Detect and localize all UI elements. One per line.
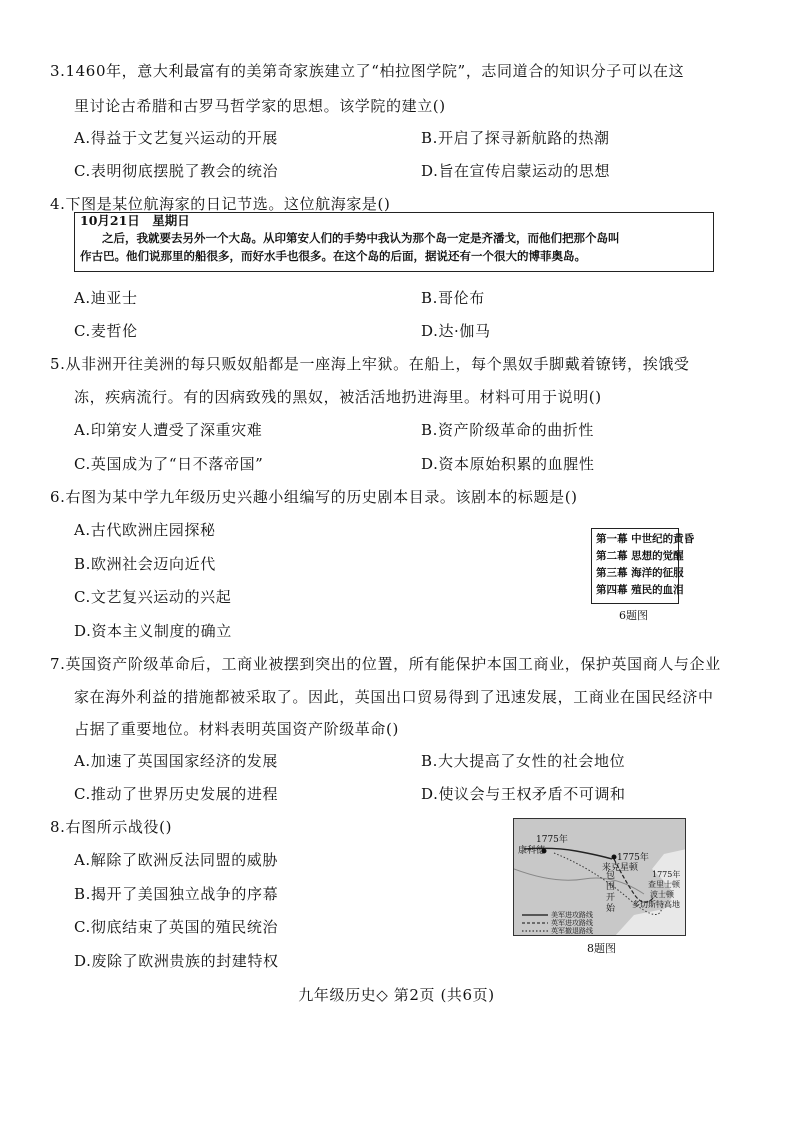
q6-option-c: C.文艺复兴运动的兴起	[74, 588, 232, 606]
q3-option-b: B.开启了探寻新航路的热潮	[421, 129, 610, 147]
map-label-boston: 波士顿	[650, 890, 674, 899]
q4-option-c: C.麦哲伦	[74, 322, 138, 340]
q4-option-a: A.迪亚士	[74, 289, 138, 307]
map-route-char-3: 开	[606, 893, 616, 903]
lexington-marker	[612, 855, 617, 860]
q5-option-a: A.印第安人遭受了深重灾难	[74, 421, 263, 439]
legend-british-attack: 英军进攻路线	[551, 919, 593, 927]
map-route-char-1: 包	[606, 871, 616, 881]
toc-act-1: 第一幕 中世纪的黄昏	[596, 533, 695, 545]
q3-option-c: C.表明彻底摆脱了教会的统治	[74, 162, 279, 180]
page-footer: 九年级历史◇ 第2页 (共6页)	[298, 986, 495, 1004]
q7-option-c: C.推动了世界历史发展的进程	[74, 785, 279, 803]
map-label-lexington: 来克星顿	[602, 863, 639, 873]
q8-option-c: C.彻底结束了英国的殖民统治	[74, 918, 279, 936]
q7-option-d: D.使议会与王权矛盾不可调和	[421, 785, 626, 803]
diary-excerpt-box	[74, 212, 714, 272]
map-label-year1: 1775年	[536, 835, 568, 845]
q5-option-d: D.资本原始积累的血腥性	[421, 455, 595, 473]
q8-option-b: B.揭开了美国独立战争的序幕	[74, 885, 279, 903]
q6-stem: 6.右图为某中学九年级历史兴趣小组编写的历史剧本目录。该剧本的标题是()	[50, 488, 578, 506]
q4-option-d: D.达·伽马	[421, 322, 491, 340]
script-table-of-contents	[591, 528, 695, 604]
q6-option-b: B.欧洲社会迈向近代	[74, 555, 216, 573]
diary-line-1: 之后，我就要去另外一个大岛。从印第安人们的手势中我认为那个岛一定是齐潘戈，而他们把那个岛叫	[102, 231, 620, 245]
map-label-year2: 1775年	[617, 853, 649, 863]
q4-stem: 4.下图是某位航海家的日记节选。这位航海家是()	[50, 195, 391, 213]
q4-option-b: B.哥伦布	[421, 289, 485, 307]
diary-date: 10月21日 星期日	[80, 213, 190, 228]
q8-stem: 8.右图所示战役()	[50, 818, 173, 836]
q5-stem-line2: 冻，疾病流行。有的因病致残的黑奴，被活活地扔进海里。材料可用于说明()	[74, 388, 602, 406]
q6-option-a: A.古代欧洲庄园探秘	[74, 521, 216, 539]
battle-map-figure	[513, 818, 686, 936]
map-label-ne1: 1775年	[652, 870, 681, 879]
q7-stem-line3: 占据了重要地位。材料表明英国资产阶级革命()	[74, 720, 399, 738]
toc-act-4: 第四幕 殖民的血泪	[596, 584, 684, 596]
map-label-concord: 康科德	[518, 846, 546, 856]
q3-stem-line2: 里讨论古希腊和古罗马哲学家的思想。该学院的建立()	[74, 97, 446, 115]
map-route-vertical-label	[606, 871, 615, 915]
map-label-ne2: 查里士顿	[648, 880, 680, 889]
legend-british-retreat: 英军撤退路线	[551, 927, 593, 935]
q5-option-b: B.资产阶级革命的曲折性	[421, 421, 594, 439]
q3-option-a: A.得益于文艺复兴运动的开展	[74, 129, 279, 147]
q7-option-b: B.大大提高了女性的社会地位	[421, 752, 626, 770]
map-route-char-4: 始	[606, 904, 616, 914]
q3-option-d: D.旨在宣传启蒙运动的思想	[421, 162, 611, 180]
q6-figure-caption: 6题图	[619, 609, 648, 622]
q3-stem-line1: 3.1460年，意大利最富有的美第奇家族建立了“柏拉图学院”，志同道合的知识分子可以在这	[50, 62, 685, 80]
q7-stem-line2: 家在海外利益的措施都被采取了。因此，英国出口贸易得到了迅速发展，工商业在国民经济中	[74, 688, 714, 706]
toc-act-2: 第二幕 思想的觉醒	[596, 550, 684, 562]
q8-figure-caption: 8题图	[587, 942, 616, 955]
map-route-char-2: 围	[606, 882, 616, 892]
toc-act-3: 第三幕 海洋的征服	[596, 567, 684, 579]
q8-option-d: D.废除了欧洲贵族的封建特权	[74, 952, 279, 970]
q5-stem-line1: 5.从非洲开往美洲的每只贩奴船都是一座海上牢狱。在船上，每个黑奴手脚戴着镣铐，挨饿受	[50, 355, 690, 373]
q7-stem-line1: 7.英国资产阶级革命后，工商业被摆到突出的位置，所有能保护本国工商业，保护英国商人与企业	[50, 655, 721, 673]
q6-option-d: D.资本主义制度的确立	[74, 622, 232, 640]
q8-option-a: A.解除了欧洲反法同盟的威胁	[74, 851, 279, 869]
map-label-dorchester: 多切斯特高地	[632, 900, 680, 909]
diary-line-2: 作古巴。他们说那里的船很多，而好水手也很多。在这个岛的后面，据说还有一个很大的博菲奥岛。	[80, 249, 586, 263]
q7-option-a: A.加速了英国国家经济的发展	[74, 752, 279, 770]
legend-american-attack: 美军进攻路线	[551, 911, 593, 919]
q5-option-c: C.英国成为了“日不落帝国”	[74, 455, 264, 473]
